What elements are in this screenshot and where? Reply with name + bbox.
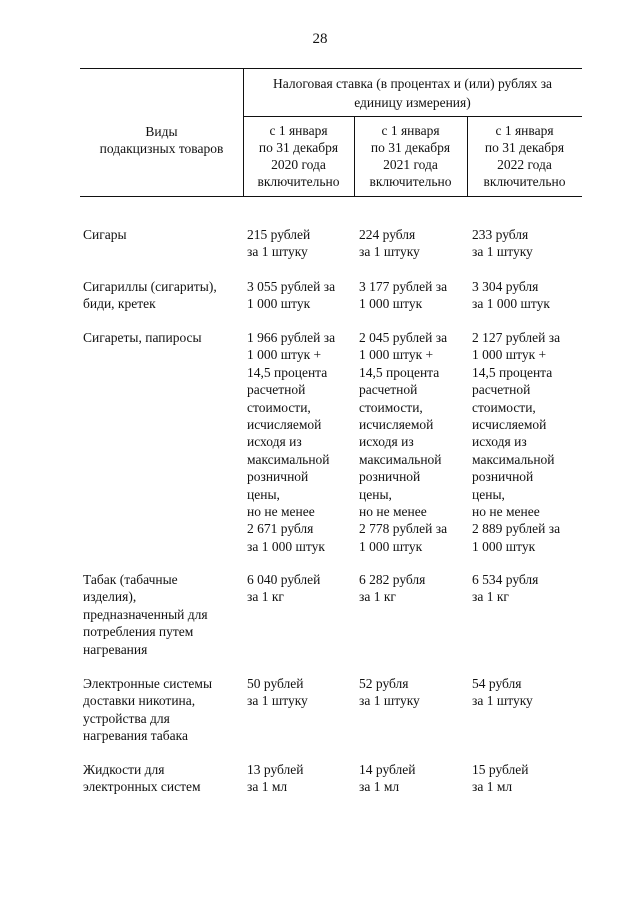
header-period-label: с 1 января по 31 декабря 2020 года включительно — [257, 123, 340, 189]
rate-2022: 3 304 рубля за 1 000 штук — [472, 279, 550, 312]
rate-2022: 2 127 рублей за 1 000 штук + 14,5 процента расчетной стоимости, исчисляемой исходя из максимальной розничной цены, но не менее 2 889 рублей за 1 000 штук — [472, 330, 561, 554]
goods-name: Электронные системы доставки никотина, устройства для нагревания табака — [83, 676, 213, 744]
goods-name: Сигары — [83, 227, 127, 242]
header-period-label: с 1 января по 31 декабря 2022 года включительно — [483, 123, 566, 189]
rate-2022: 6 534 рубля за 1 кг — [472, 572, 539, 605]
goods-name: Сигареты, папиросы — [83, 330, 202, 345]
rate-2020: 6 040 рублей за 1 кг — [247, 572, 321, 605]
rate-2020: 50 рублей за 1 штуку — [247, 676, 308, 709]
header-period-2020 — [243, 116, 354, 196]
rate-2021: 224 рубля за 1 штуку — [359, 227, 420, 260]
header-kinds-cell — [80, 69, 243, 196]
header-rate-cell — [243, 69, 582, 116]
header-period-label: с 1 января по 31 декабря 2021 года включительно — [369, 123, 452, 189]
rate-2020: 1 966 рублей за 1 000 штук + 14,5 процента расчетной стоимости, исчисляемой исходя из максимальной розничной цены, но не менее 2 671 рубля за 1 000 штук — [247, 330, 336, 554]
table-header — [80, 68, 582, 197]
rate-2022: 233 рубля за 1 штуку — [472, 227, 533, 260]
header-kinds-label: Виды подакцизных товаров — [99, 123, 224, 156]
rate-2021: 3 177 рублей за 1 000 штук — [359, 279, 448, 312]
rate-2021: 52 рубля за 1 штуку — [359, 676, 420, 709]
header-period-2022 — [467, 116, 582, 196]
header-period-2021 — [354, 116, 467, 196]
rate-2020: 3 055 рублей за 1 000 штук — [247, 279, 336, 312]
page-number: 28 — [312, 31, 328, 47]
rate-2022: 54 рубля за 1 штуку — [472, 676, 533, 709]
rate-2020: 215 рублей за 1 штуку — [247, 227, 311, 260]
header-rate-label: Налоговая ставка (в процентах и (или) рублях за единицу измерения) — [272, 75, 553, 110]
rate-2022: 15 рублей за 1 мл — [472, 762, 529, 795]
goods-name: Сигариллы (сигариты), биди, кретек — [83, 279, 217, 312]
goods-name: Жидкости для электронных систем — [83, 762, 201, 795]
rate-2021: 6 282 рубля за 1 кг — [359, 572, 426, 605]
rate-2021: 14 рублей за 1 мл — [359, 762, 416, 795]
goods-name: Табак (табачные изделия), предназначенный для потребления путем нагревания — [83, 572, 208, 657]
rate-2021: 2 045 рублей за 1 000 штук + 14,5 процента расчетной стоимости, исчисляемой исходя из максимальной розничной цены, но не менее 2 778 рублей за 1 000 штук — [359, 330, 448, 554]
rate-2020: 13 рублей за 1 мл — [247, 762, 304, 795]
